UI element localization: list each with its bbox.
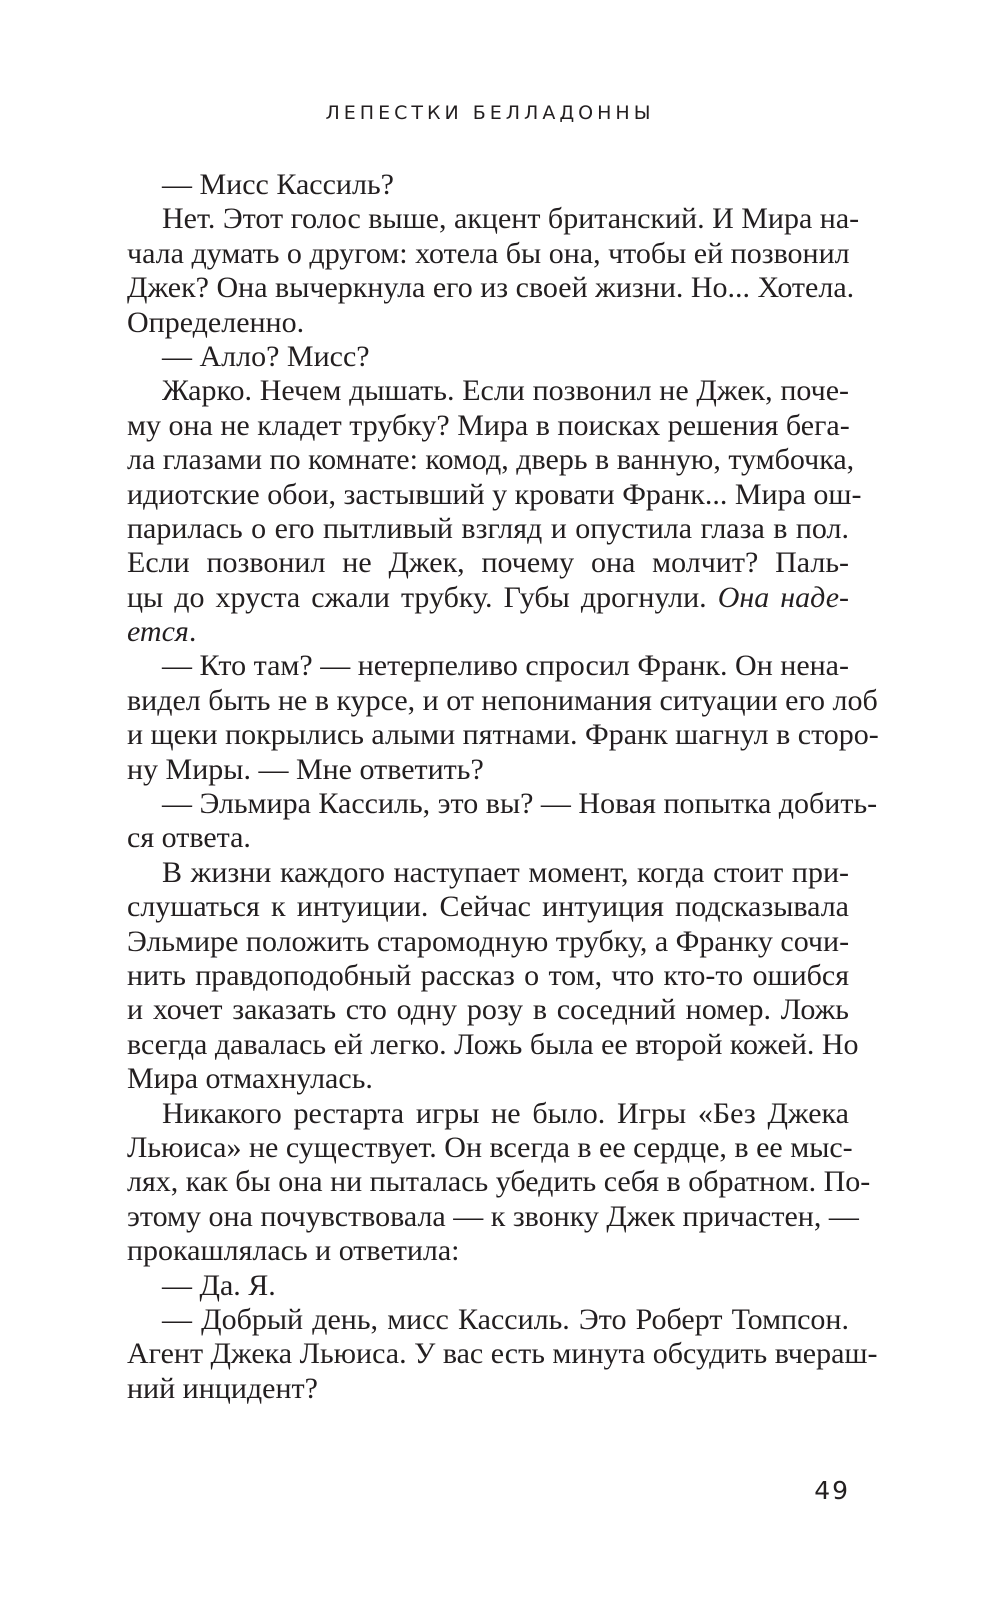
text-line xyxy=(127,1130,853,1165)
text-line-content: цы до хруста сжали трубку. Губы дрогнули. xyxy=(127,580,707,614)
text-line-content: ла глазами по комнате: комод, дверь в ванную, тумбочка, xyxy=(127,443,855,477)
text-line xyxy=(127,683,878,718)
text-line xyxy=(127,1062,849,1096)
text-line-content: прокашлялась и ответила: xyxy=(127,1234,460,1268)
text-line-content: слушаться к интуиции. Сейчас интуиция подсказывала xyxy=(127,890,849,924)
text-line xyxy=(127,477,862,512)
text-line-content: Эльмире положить старомодную трубку, а Франку сочи- xyxy=(127,924,850,958)
text-line xyxy=(127,1269,849,1303)
text-line-content: Льюиса» не существует. Он всегда в ее сердце, в ее мыс- xyxy=(127,1130,853,1164)
text-line xyxy=(127,925,849,959)
text-line xyxy=(127,890,849,924)
text-line-content: — Да. Я. xyxy=(162,1268,276,1302)
text-line xyxy=(127,202,860,236)
text-line-content: видел быть не в курсе, и от непонимания ситуации его лоб xyxy=(127,683,878,717)
text-line-content: нить правдоподобный рассказ о том, что кто-то ошибся xyxy=(127,958,849,992)
italic-phrase: Она наде- xyxy=(717,580,849,614)
body-text xyxy=(127,168,879,1406)
text-line xyxy=(127,409,849,443)
text-line xyxy=(127,271,855,305)
text-line-content: чала думать о другом: хотела бы она, чтобы ей позвонил xyxy=(127,236,850,270)
text-line xyxy=(127,993,849,1027)
text-line xyxy=(127,753,849,787)
text-line xyxy=(127,1337,878,1371)
text-line xyxy=(127,718,879,752)
text-line-content: Нет. Этот голос выше, акцент британский. И Мира на- xyxy=(162,202,860,236)
text-line-content: В жизни каждого наступает момент, когда стоит при- xyxy=(162,855,849,889)
text-line-content: ну Миры. — Мне ответить? xyxy=(127,752,484,786)
text-line xyxy=(127,649,849,683)
text-line xyxy=(127,168,849,202)
text-line xyxy=(127,374,849,408)
text-line xyxy=(127,306,849,340)
text-line xyxy=(127,856,849,890)
text-line-content: ся ответа. xyxy=(127,821,251,855)
text-line xyxy=(127,1234,849,1268)
text-line-content: и щеки покрылись алыми пятнами. Франк шагнул в сторо- xyxy=(127,718,879,752)
text-line-content: Агент Джека Льюиса. У вас есть минута обсудить вчераш- xyxy=(127,1337,878,1371)
text-line-content: идиотские обои, застывший у кровати Франк... Мира ош- xyxy=(127,477,862,511)
text-line xyxy=(127,787,878,821)
text-line-content: Жарко. Нечем дышать. Если позвонил не Джек, поче- xyxy=(162,374,849,408)
text-line-content: — Добрый день, мисс Кассиль. Это Роберт Томпсон. xyxy=(162,1302,849,1336)
text-line xyxy=(127,1303,849,1337)
text-line xyxy=(127,959,849,993)
text-line xyxy=(127,581,849,615)
italic-phrase: ется xyxy=(127,615,189,649)
text-line xyxy=(127,1199,859,1234)
text-line-content: Если позвонил не Джек, почему она молчит? Паль- xyxy=(127,546,849,580)
text-line xyxy=(127,237,849,271)
text-line xyxy=(127,340,849,374)
text-line-content: му она не кладет трубку? Мира в поисках решения бега- xyxy=(127,408,850,442)
text-line-content: всегда давалась ей легко. Ложь была ее второй кожей. Но xyxy=(127,1027,859,1061)
text-line xyxy=(127,512,849,546)
text-line-content: Никакого рестарта игры не было. Игры «Без Джека xyxy=(162,1096,849,1130)
trailing-punctuation: . xyxy=(188,615,197,649)
text-line-content: лях, как бы она ни пыталась убедить себя в обратном. По- xyxy=(127,1165,871,1199)
text-line xyxy=(127,615,849,649)
running-header: ЛЕПЕСТКИ БЕЛЛАДОННЫ xyxy=(325,102,655,124)
text-line-content: — Мисс Кассиль? xyxy=(162,168,394,201)
text-line xyxy=(127,443,855,477)
text-line xyxy=(127,821,849,855)
text-line-content: — Алло? Мисс? xyxy=(162,339,370,373)
text-line-content: этому она почувствовала — к звонку Джек причастен, — xyxy=(127,1199,859,1233)
text-line-content: Джек? Она вычеркнула его из своей жизни. Но... Хотела. xyxy=(127,271,855,305)
text-line xyxy=(127,546,849,580)
text-line-content: и хочет заказать сто одну розу в соседний номер. Ложь xyxy=(127,993,849,1027)
page-number: 49 xyxy=(814,1476,850,1505)
text-line-content: ний инцидент? xyxy=(127,1371,318,1405)
text-line-content: — Кто там? — нетерпеливо спросил Франк. Он нена- xyxy=(162,649,849,683)
text-line xyxy=(127,1097,849,1131)
text-line xyxy=(127,1372,849,1406)
text-line xyxy=(127,1165,871,1199)
text-line-content: — Эльмира Кассиль, это вы? — Новая попытка добить- xyxy=(162,787,878,821)
text-line xyxy=(127,1027,859,1062)
text-line-content: Определенно. xyxy=(127,305,305,339)
text-line-content: парилась о его пытливый взгляд и опустила глаза в пол. xyxy=(127,511,849,545)
text-line-content: Мира отмахнулась. xyxy=(127,1062,373,1096)
